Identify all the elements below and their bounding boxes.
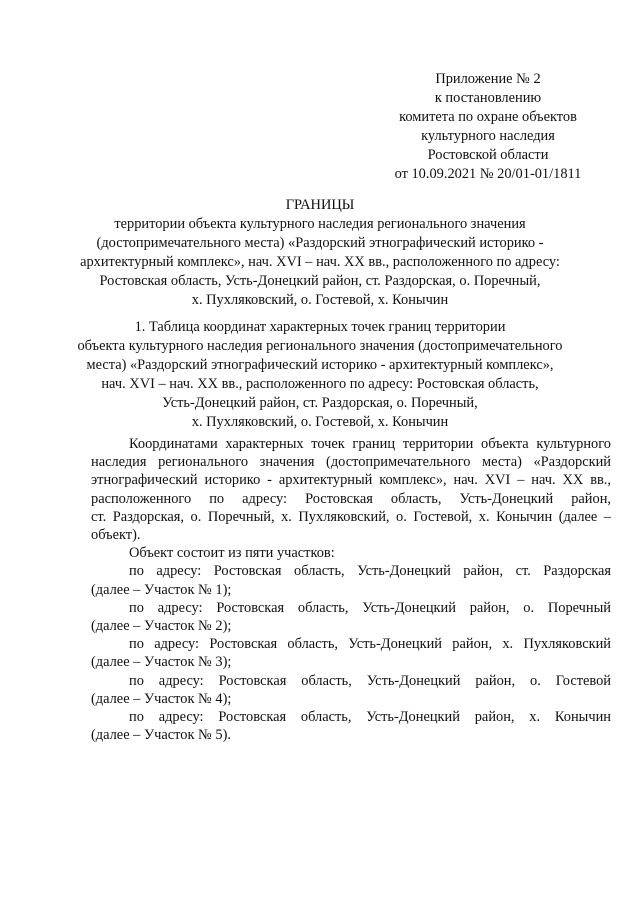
appendix-line: комитета по охране объектов (399, 109, 577, 125)
parts-intro: Объект состоит из пяти участков: (129, 545, 335, 562)
appendix-line: к постановлению (434, 90, 542, 106)
table-title-line: нач. XVI – нач. XX вв., расположенного по адресу: Ростовская область, (101, 376, 539, 392)
table-title-line: 1. Таблица координат характерных точек границ территории (134, 319, 506, 335)
title-heading: ГРАНИЦЫ (285, 197, 355, 213)
part-line: по адресу: Ростовская область, Усть-Донецкий район, х. Пухляковский (129, 636, 611, 653)
title-line: х. Пухляковский, о. Гостевой, х. Конычин (191, 292, 449, 308)
title-line: (достопримечательного места) «Раздорский этнографический историко - (96, 235, 544, 251)
table-title-line: объекта культурного наследия регионального значения (достопримечательного (77, 338, 563, 354)
parts-intro-paragraph (91, 544, 611, 562)
part-line: (далее – Участок № 4); (91, 690, 232, 707)
intro-paragraph (91, 435, 611, 544)
part-paragraph-4 (91, 672, 611, 708)
paragraph-line: объект). (91, 527, 141, 544)
part-line: (далее – Участок № 2); (91, 618, 232, 635)
paragraph-line: ст. Раздорская, о. Поречный, х. Пухляковский, о. Гостевой, х. Конычин (далее – (91, 508, 611, 525)
part-line: по адресу: Ростовская область, Усть-Донецкий район, о. Поречный (129, 599, 611, 616)
appendix-line: Ростовской области (427, 147, 549, 163)
document-title (80, 196, 560, 310)
part-line: по адресу: Ростовская область, Усть-Донецкий район, х. Конычин (129, 709, 611, 726)
appendix-header (370, 70, 606, 184)
paragraph-line: Координатами характерных точек границ территории объекта культурного (129, 436, 611, 452)
title-line: Ростовская область, Усть-Донецкий район, ст. Раздорская, о. Поречный, (99, 273, 541, 289)
part-line: (далее – Участок № 1); (91, 581, 232, 598)
body-text (91, 435, 611, 744)
paragraph-line: наследия регионального значения (достопримечательного места) «Раздорский (91, 454, 611, 471)
part-paragraph-5 (91, 708, 611, 744)
part-paragraph-3 (91, 635, 611, 671)
table-title (70, 318, 570, 432)
table-title-line: х. Пухляковский, о. Гостевой, х. Конычин (191, 414, 449, 430)
paragraph-line: этнографический историко - архитектурный комплекс», нач. XVI – нач. XX вв., (91, 472, 611, 489)
appendix-line: культурного наследия (421, 128, 555, 144)
part-line: по адресу: Ростовская область, Усть-Донецкий район, о. Гостевой (129, 672, 611, 689)
table-title-line: места) «Раздорский этнографический историко - архитектурный комплекс», (86, 357, 554, 373)
appendix-line: от 10.09.2021 № 20/01-01/1811 (394, 166, 582, 182)
part-line: (далее – Участок № 3); (91, 654, 232, 671)
title-line: архитектурный комплекс», нач. XVI – нач. XX вв., расположенного по адресу: (80, 254, 560, 270)
table-title-line: Усть-Донецкий район, ст. Раздорская, о. Поречный, (162, 395, 478, 411)
title-line: территории объекта культурного наследия регионального значения (114, 216, 526, 232)
appendix-line: Приложение № 2 (435, 71, 541, 87)
part-paragraph-2 (91, 599, 611, 635)
paragraph-line: расположенного по адресу: Ростовская область, Усть-Донецкий район, (91, 490, 611, 507)
part-line: (далее – Участок № 5). (91, 727, 231, 744)
part-line: по адресу: Ростовская область, Усть-Донецкий район, ст. Раздорская (129, 563, 611, 580)
part-paragraph-1 (91, 562, 611, 598)
